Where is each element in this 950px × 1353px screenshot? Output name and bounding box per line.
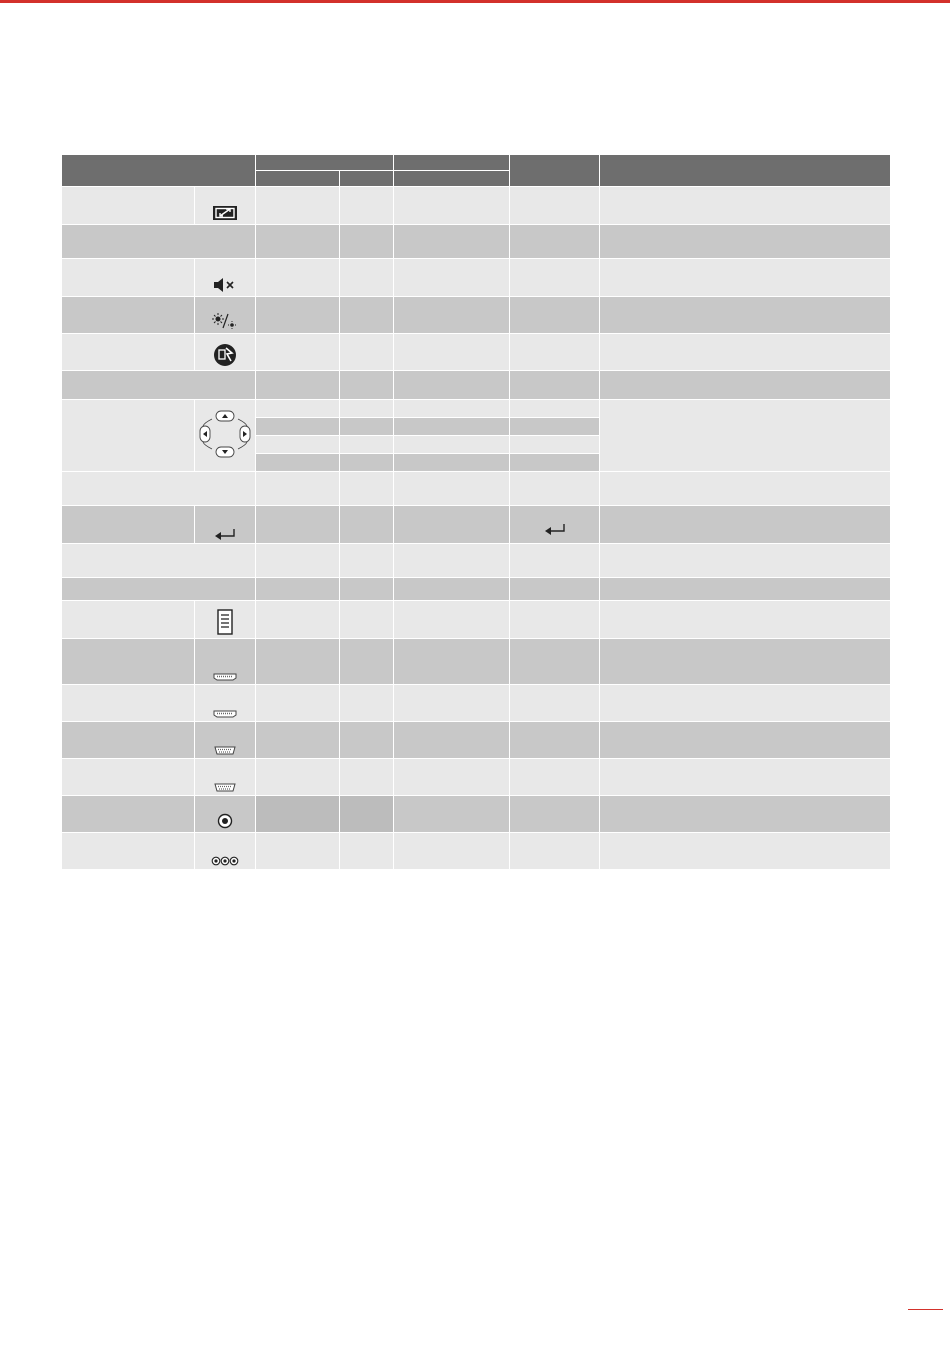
key-label	[62, 371, 256, 400]
header-byte1	[256, 171, 340, 187]
key-label	[62, 578, 256, 601]
header-key	[62, 155, 256, 187]
ir-code-table	[61, 154, 891, 870]
table-row	[62, 833, 891, 870]
table-row	[62, 472, 891, 506]
key-label	[62, 833, 195, 870]
key-label	[62, 225, 256, 259]
header-data	[394, 155, 510, 171]
enter-icon	[510, 506, 600, 544]
resize-icon	[195, 187, 256, 225]
page-number-rule	[908, 1309, 943, 1310]
video-icon	[195, 796, 256, 833]
table-row	[62, 544, 891, 578]
brightness-icon	[195, 297, 256, 334]
menu-icon	[195, 601, 256, 639]
header-printed	[510, 155, 600, 187]
key-label	[62, 796, 195, 833]
key-label	[62, 685, 195, 722]
key-label	[62, 297, 195, 334]
table-row	[62, 506, 891, 544]
key-label	[62, 334, 195, 371]
table-row	[62, 297, 891, 334]
table-row	[62, 578, 891, 601]
table-row	[62, 187, 891, 225]
key-label	[62, 472, 256, 506]
table-row	[62, 722, 891, 759]
key-label	[62, 400, 195, 472]
vga-icon	[195, 722, 256, 759]
hdmi-2-icon	[195, 685, 256, 722]
key-label	[62, 759, 195, 796]
table-row	[62, 400, 891, 418]
key-label	[62, 722, 195, 759]
header-code	[256, 155, 394, 171]
header-accent-line	[0, 0, 950, 3]
header-byte3	[394, 171, 510, 187]
enter-icon	[195, 506, 256, 544]
vga-2-icon	[195, 759, 256, 796]
mute-icon	[195, 259, 256, 297]
key-label	[62, 506, 195, 544]
hdmi-icon	[195, 639, 256, 685]
key-label	[62, 639, 195, 685]
key-label	[62, 601, 195, 639]
table-row	[62, 225, 891, 259]
table-row	[62, 259, 891, 297]
four-way-arrow-icon	[195, 400, 256, 472]
table-row	[62, 371, 891, 400]
header-byte2	[340, 171, 394, 187]
component-icon	[195, 833, 256, 870]
table-row	[62, 334, 891, 371]
table-row	[62, 759, 891, 796]
table-row	[62, 796, 891, 833]
key-label	[62, 544, 256, 578]
key-label	[62, 259, 195, 297]
table-row	[62, 685, 891, 722]
key-label	[62, 187, 195, 225]
table-header-row	[62, 155, 891, 171]
freeze-icon	[195, 334, 256, 371]
header-description	[600, 155, 891, 187]
table-row	[62, 601, 891, 639]
table-row	[62, 639, 891, 685]
